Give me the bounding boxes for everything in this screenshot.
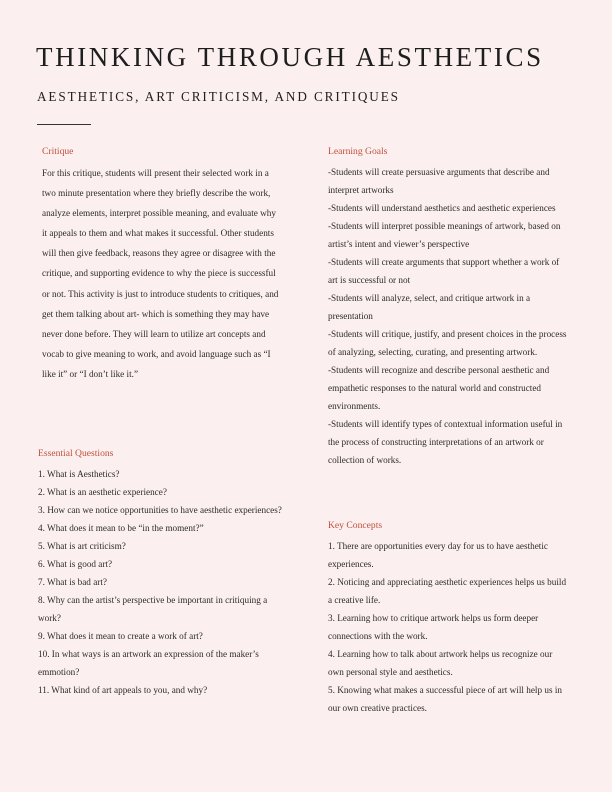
list-item: 7. What is bad art? <box>38 577 107 587</box>
list-item: 10. In what ways is an artwork an expression of the maker’s emmotion? <box>38 649 259 677</box>
list-item: 9. What does it mean to create a work of art? <box>38 631 203 641</box>
essential-questions-list <box>38 465 286 699</box>
list-item: 4. What does it mean to be “in the moment?” <box>38 523 204 533</box>
list-item: 8. Why can the artist’s perspective be important in critiquing a work? <box>38 595 268 623</box>
list-item: 2. What is an aesthetic experience? <box>38 487 167 497</box>
page-title: THINKING THROUGH AESTHETICS <box>36 42 544 72</box>
learning-goals-list <box>328 163 568 469</box>
essential-questions-heading: Essential Questions <box>38 448 114 459</box>
list-item: -Students will identify types of contextual information useful in the process of constructing interpretations of an artwork or collection of works. <box>328 419 563 465</box>
list-item: -Students will create persuasive arguments that describe and interpret artworks <box>328 167 550 195</box>
list-item: 4. Learning how to talk about artwork helps us recognize our own personal style and aesthetics. <box>328 649 553 677</box>
key-concepts-section <box>328 519 568 717</box>
list-item: -Students will create arguments that support whether a work of art is successful or not <box>328 257 560 285</box>
critique-section <box>42 145 282 384</box>
list-item: 6. What is good art? <box>38 559 113 569</box>
critique-body: For this critique, students will present their selected work in a two minute presentation where they briefly describe the work, analyze elements, interpret possible meaning, and evaluate why it appeals to them and what makes it successful. Other students will then give feedback, reasons they agree or disagree with the critique, and supporting evidence to why the piece is successful or not. This activity is just to introduce students to critiques, and get them talking about art- which is something they may have never done before. They will learn to utilize art concepts and vocab to give meaning to work, and avoid language such as “I like it” or “I don’t like it.” <box>42 168 279 379</box>
list-item: 1. There are opportunities every day for us to have aesthetic experiences. <box>328 541 548 569</box>
list-item: 5. Knowing what makes a successful piece of art will help us in our own creative practices. <box>328 685 562 713</box>
list-item: 3. Learning how to critique artwork helps us form deeper connections with the work. <box>328 613 539 641</box>
essential-questions-section <box>38 447 286 699</box>
list-item: 11. What kind of art appeals to you, and why? <box>38 685 208 695</box>
list-item: -Students will understand aesthetics and aesthetic experiences <box>328 203 556 213</box>
learning-goals-heading: Learning Goals <box>328 146 388 157</box>
list-item: -Students will recognize and describe personal aesthetic and empathetic responses to the natural world and constructed environments. <box>328 365 550 411</box>
critique-heading: Critique <box>42 146 74 157</box>
list-item: -Students will interpret possible meanings of artwork, based on artist’s intent and viewer’s perspective <box>328 221 561 249</box>
list-item: -Students will analyze, select, and critique artwork in a presentation <box>328 293 531 321</box>
list-item: 1. What is Aesthetics? <box>38 469 120 479</box>
list-item: -Students will critique, justify, and present choices in the process of analyzing, selecting, curating, and presenting artwork. <box>328 329 567 357</box>
key-concepts-list <box>328 537 568 717</box>
title-divider <box>37 124 91 125</box>
key-concepts-heading: Key Concepts <box>328 520 383 531</box>
learning-goals-section <box>328 145 568 469</box>
list-item: 3. How can we notice opportunities to have aesthetic experiences? <box>38 505 282 515</box>
list-item: 5. What is art criticism? <box>38 541 126 551</box>
page-subtitle: AESTHETICS, ART CRITICISM, AND CRITIQUES <box>37 89 400 104</box>
list-item: 2. Noticing and appreciating aesthetic experiences helps us build a creative life. <box>328 577 567 605</box>
